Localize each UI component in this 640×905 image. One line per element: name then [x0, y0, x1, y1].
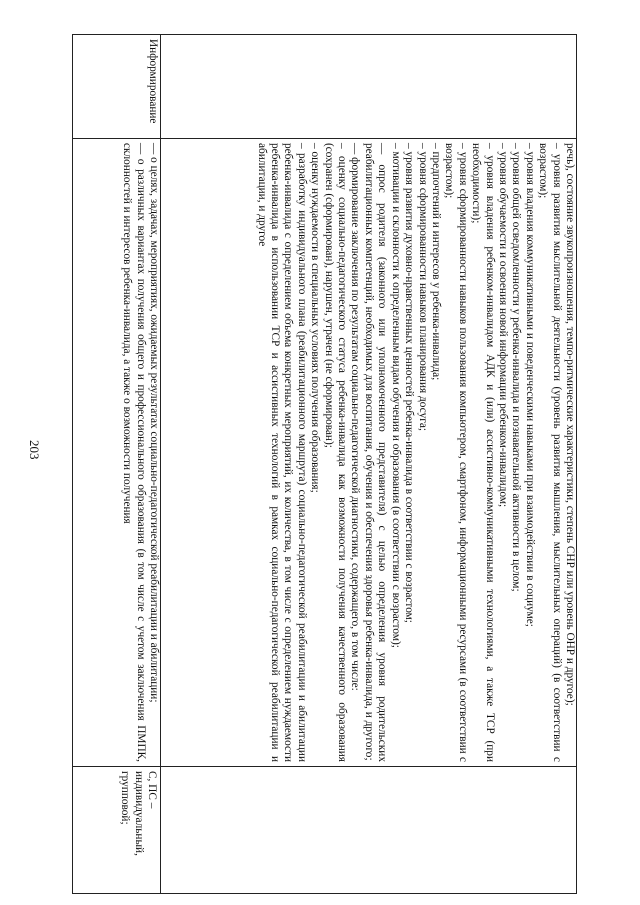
service-label-cell	[161, 35, 576, 139]
rotated-page-content	[72, 34, 577, 894]
list-item: – уровня развития мыслительной деятельности (уровень развития мышления, мыслительных операций) (в соответствии с возрастом);	[537, 143, 563, 762]
table-row	[160, 35, 576, 893]
list-item: – разработку индивидуального плана (реабилитационного маршрута) социально-педагогической реабилитации и абилитации ребенка-инвалида с определением объема конкретных мероприятий, их количества, в том числе с определением нуждаемости ребенка-инвалида в использовании ТСР и ассистивных технологий в рамках социально-педагогической реабилитации и абилитации, и другое	[255, 143, 308, 762]
list-item: – уровня обучаемости и освоения новой информации ребенком-инвалидом;	[496, 143, 509, 508]
list-item: – мотивации и склонности к определенным видам обучения и образования (в соответствии с возрастом);	[389, 143, 402, 648]
list-item: — о целях, задачах, мероприятиях, ожидаемых результатах социально-педагогической реабилитации и абилитации;	[148, 143, 160, 703]
list-item: – уровня развития духовно-нравственных ценностей ребенка-инвалида в соответствии с возрастом;	[403, 143, 416, 623]
list-item: — опрос родителя (законного или уполномоченного представителя) с целью определения уровня родительских реабилитационных компетенций, необходимых для воспитания, обучения и обеспечения здоровья ребенка-инвалида, и другого;	[362, 143, 389, 762]
list-item: – уровня владения коммуникативными и поведенческими навыками при взаимодействии в социуме;	[523, 143, 536, 627]
service-label-cell: Информирование	[73, 35, 160, 139]
service-content-cell	[73, 139, 160, 767]
table-row	[73, 35, 160, 893]
list-item: – уровня сформированности навыков пользования компьютером, смартфоном, информационными ресурсами (в соответствии с возрастом);	[443, 143, 469, 762]
list-item: – уровня общей осведомленности у ребенка-инвалида и познавательной активности в целом;	[510, 143, 523, 592]
list-item: — формирование заключения по результатам социально-педагогической диагностики, содержащего, в том числе:	[349, 143, 362, 691]
list-item: — о различных вариантах получения общего и профессионального образования (в том числе с учетом заключения ПМПК, склонностей и интересов ребенка-инвалида, а также о возможности получения	[121, 143, 147, 762]
list-item: – предпочтений и интересов у ребенка-инвалида;	[429, 143, 442, 381]
page-number: 203	[27, 440, 42, 460]
document-table	[72, 34, 577, 894]
list-item: – уровня сформированности навыков планирования досуга;	[416, 143, 429, 432]
list-item: речь), состояние звукопроизношения, темпо-ритмические характеристики, степень СНР или уровень ОНР и другое);	[564, 143, 576, 706]
list-item: – уровня владения ребенком-инвалидом АДК и (или) ассистивно-коммуникативными технологиями, а также ТСР (при необходимости);	[470, 143, 496, 762]
list-item: – оценку нуждаемости в специальных условиях получения образования;	[309, 143, 322, 493]
service-form-cell: С, ПС – индивидуальный, групповой;	[119, 771, 158, 856]
service-content-cell	[161, 139, 576, 767]
service-form-cell	[161, 767, 576, 893]
list-item: – оценку социально-педагогического статуса ребенка-инвалида как возможности получения качественного образования (сохранен (сформирован), нарушен, утрачен (не сформирован);	[322, 143, 349, 762]
